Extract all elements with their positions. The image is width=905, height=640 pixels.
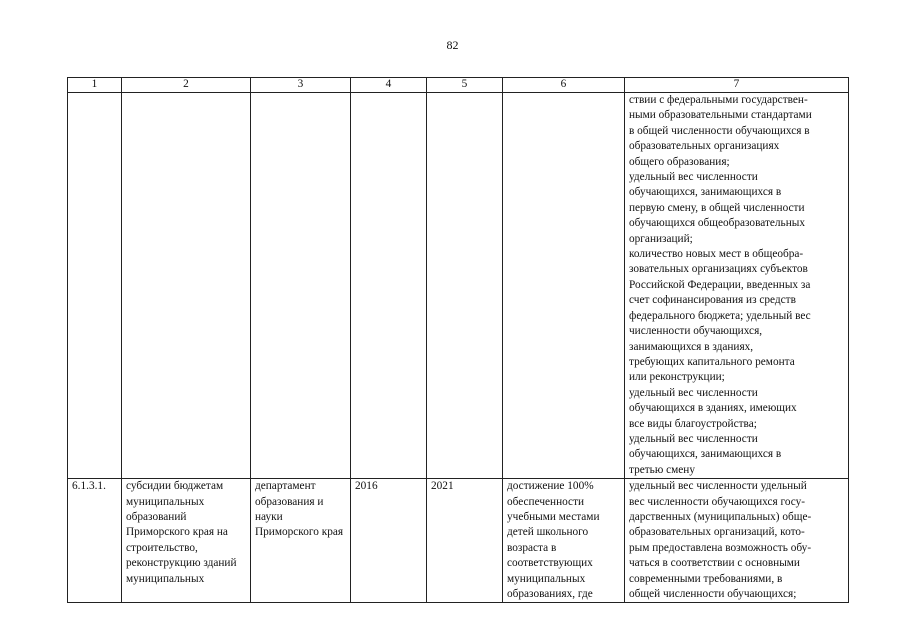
cell-executor [251,93,351,479]
header-col-5: 5 [427,78,503,93]
cell-expected-result: достижение 100% обеспеченности учебными местами детей школьного возраста в соответствующих муниципальных образованиях, где [503,479,625,603]
cell-measure: субсидии бюджетам муниципальных образований Приморского края на строительство, реконструкцию зданий муниципальных [122,479,251,603]
header-col-3: 3 [251,78,351,93]
program-table [67,77,849,603]
table-row [68,479,849,603]
table-row [68,93,849,479]
cell-measure [122,93,251,479]
header-col-7: 7 [625,78,849,93]
cell-end-year [427,93,503,479]
header-col-2: 2 [122,78,251,93]
page-number: 82 [446,38,459,52]
header-col-6: 6 [503,78,625,93]
cell-indicators: удельный вес численности удельный вес численности обучающихся госу- дарственных (муниципальных) обще- образовательных организаций, кото- рым предоставлена возможность обу- чаться в соответствии с основными современными требованиями, в общей численности обучающихся; [625,479,849,603]
header-col-1: 1 [68,78,122,93]
cell-executor: департамент образования и науки Приморского края [251,479,351,603]
cell-number: 6.1.3.1. [68,479,122,603]
header-col-4: 4 [351,78,427,93]
cell-indicators: ствии с федеральными государствен- ными образовательными стандартами в общей численности обучающихся в образовательных организациях общего образования; удельный вес численности обучающихся, занимающихся в первую смену, в общей численности обучающихся общеобразовательных организаций; количество новых мест в общеобра- зовательных организациях субъектов Российской Федерации, введенных за счет софинансирования из средств федерального бюджета; удельный вес численности обучающихся, занимающихся в зданиях, требующих капитального ремонта или реконструкции; удельный вес численности обучающихся в зданиях, имеющих все виды благоустройства; удельный вес численности обучающихся, занимающихся в третью смену [625,93,849,479]
cell-expected-result [503,93,625,479]
cell-start-year [351,93,427,479]
header-row [68,78,849,93]
cell-number [68,93,122,479]
cell-end-year: 2021 [427,479,503,603]
cell-start-year: 2016 [351,479,427,603]
